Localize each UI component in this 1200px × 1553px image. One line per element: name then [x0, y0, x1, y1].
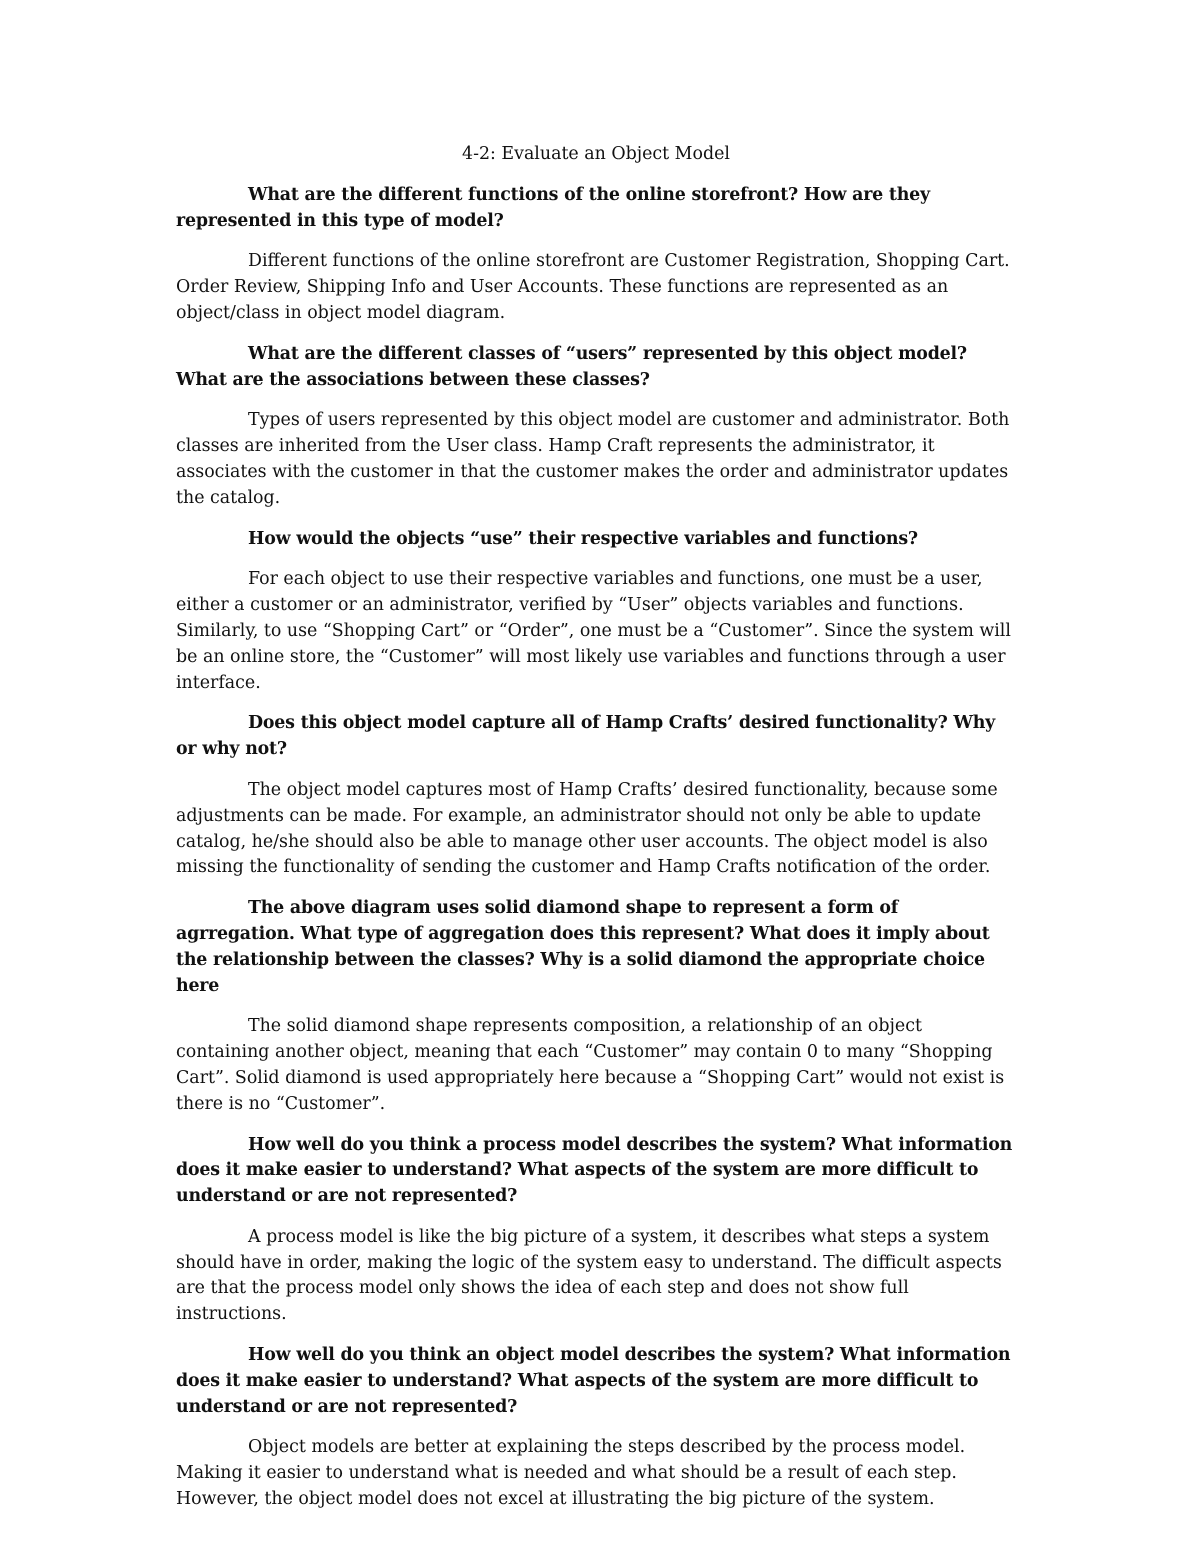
answer-6: A process model is like the big picture of a system, it describes what steps a system should have in order, making the logic of the system easy to understand. The difficult aspects are that the process model only shows the idea of each step and does not show full instructions.: [176, 1226, 1002, 1325]
answer-1: Different functions of the online storefront are Customer Registration, Shopping Cart. Order Review, Shipping Info and User Accounts. These functions are represented as an object/class in object model diagram.: [176, 251, 1010, 323]
question-6: How well do you think a process model describes the system? What information does it make easier to understand? What aspects of the system are more difficult to understand or are not represented?: [176, 1134, 1013, 1207]
answer-7: Object models are better at explaining the steps described by the process model. Making it easier to understand what is needed and what should be a result of each step. However, the object model does not excel at illustrating the big picture of the system.: [176, 1437, 966, 1510]
answer-5: The solid diamond shape represents composition, a relationship of an object containing another object, meaning that each “Customer” may contain 0 to many “Shopping Cart”. Solid diamond is used appropriately here because a “Shopping Cart” would not exist is there is no “Customer”.: [176, 1016, 1005, 1114]
document-title: 4-2: Evaluate an Object Model: [462, 144, 730, 164]
question-5: The above diagram uses solid diamond shape to represent a form of agrregation. What type of aggregation does this represent? What does it imply about the relationship between the classes? Why is a solid diamond the appropriate choice here: [176, 898, 990, 996]
document-content: [176, 142, 1016, 1528]
question-7: How well do you think an object model describes the system? What information does it make easier to understand? What aspects of the system are more difficult to understand or are not represented?: [176, 1345, 1011, 1417]
answer-2: Types of users represented by this object model are customer and administrator. Both classes are inherited from the User class. Hamp Craft represents the administrator, it associates with the customer in that the customer makes the order and administrator updates the catalog.: [176, 410, 1010, 508]
question-1: What are the different functions of the online storefront? How are they represented in this type of model?: [176, 184, 930, 231]
question-4: Does this object model capture all of Hamp Crafts’ desired functionality? Why or why not?: [176, 713, 996, 760]
question-2: What are the different classes of “users” represented by this object model? What are the associations between these classes?: [176, 343, 967, 390]
answer-4: The object model captures most of Hamp Crafts’ desired functionality, because some adjustments can be made. For example, an administrator should not only be able to update catalog, he/she should also be able to manage other user accounts. The object model is also missing the functionality of sending the customer and Hamp Crafts notification of the order.: [176, 779, 998, 878]
answer-3: For each object to use their respective variables and functions, one must be a user, either a customer or an administrator, verified by “User” objects variables and functions. Similarly, to use “Shopping Cart” or “Order”, one must be a “Customer”. Since the system will be an online store, the “Customer” will most likely use variables and functions through a user interface.: [176, 569, 1011, 693]
question-3: How would the objects “use” their respective variables and functions?: [248, 528, 918, 549]
